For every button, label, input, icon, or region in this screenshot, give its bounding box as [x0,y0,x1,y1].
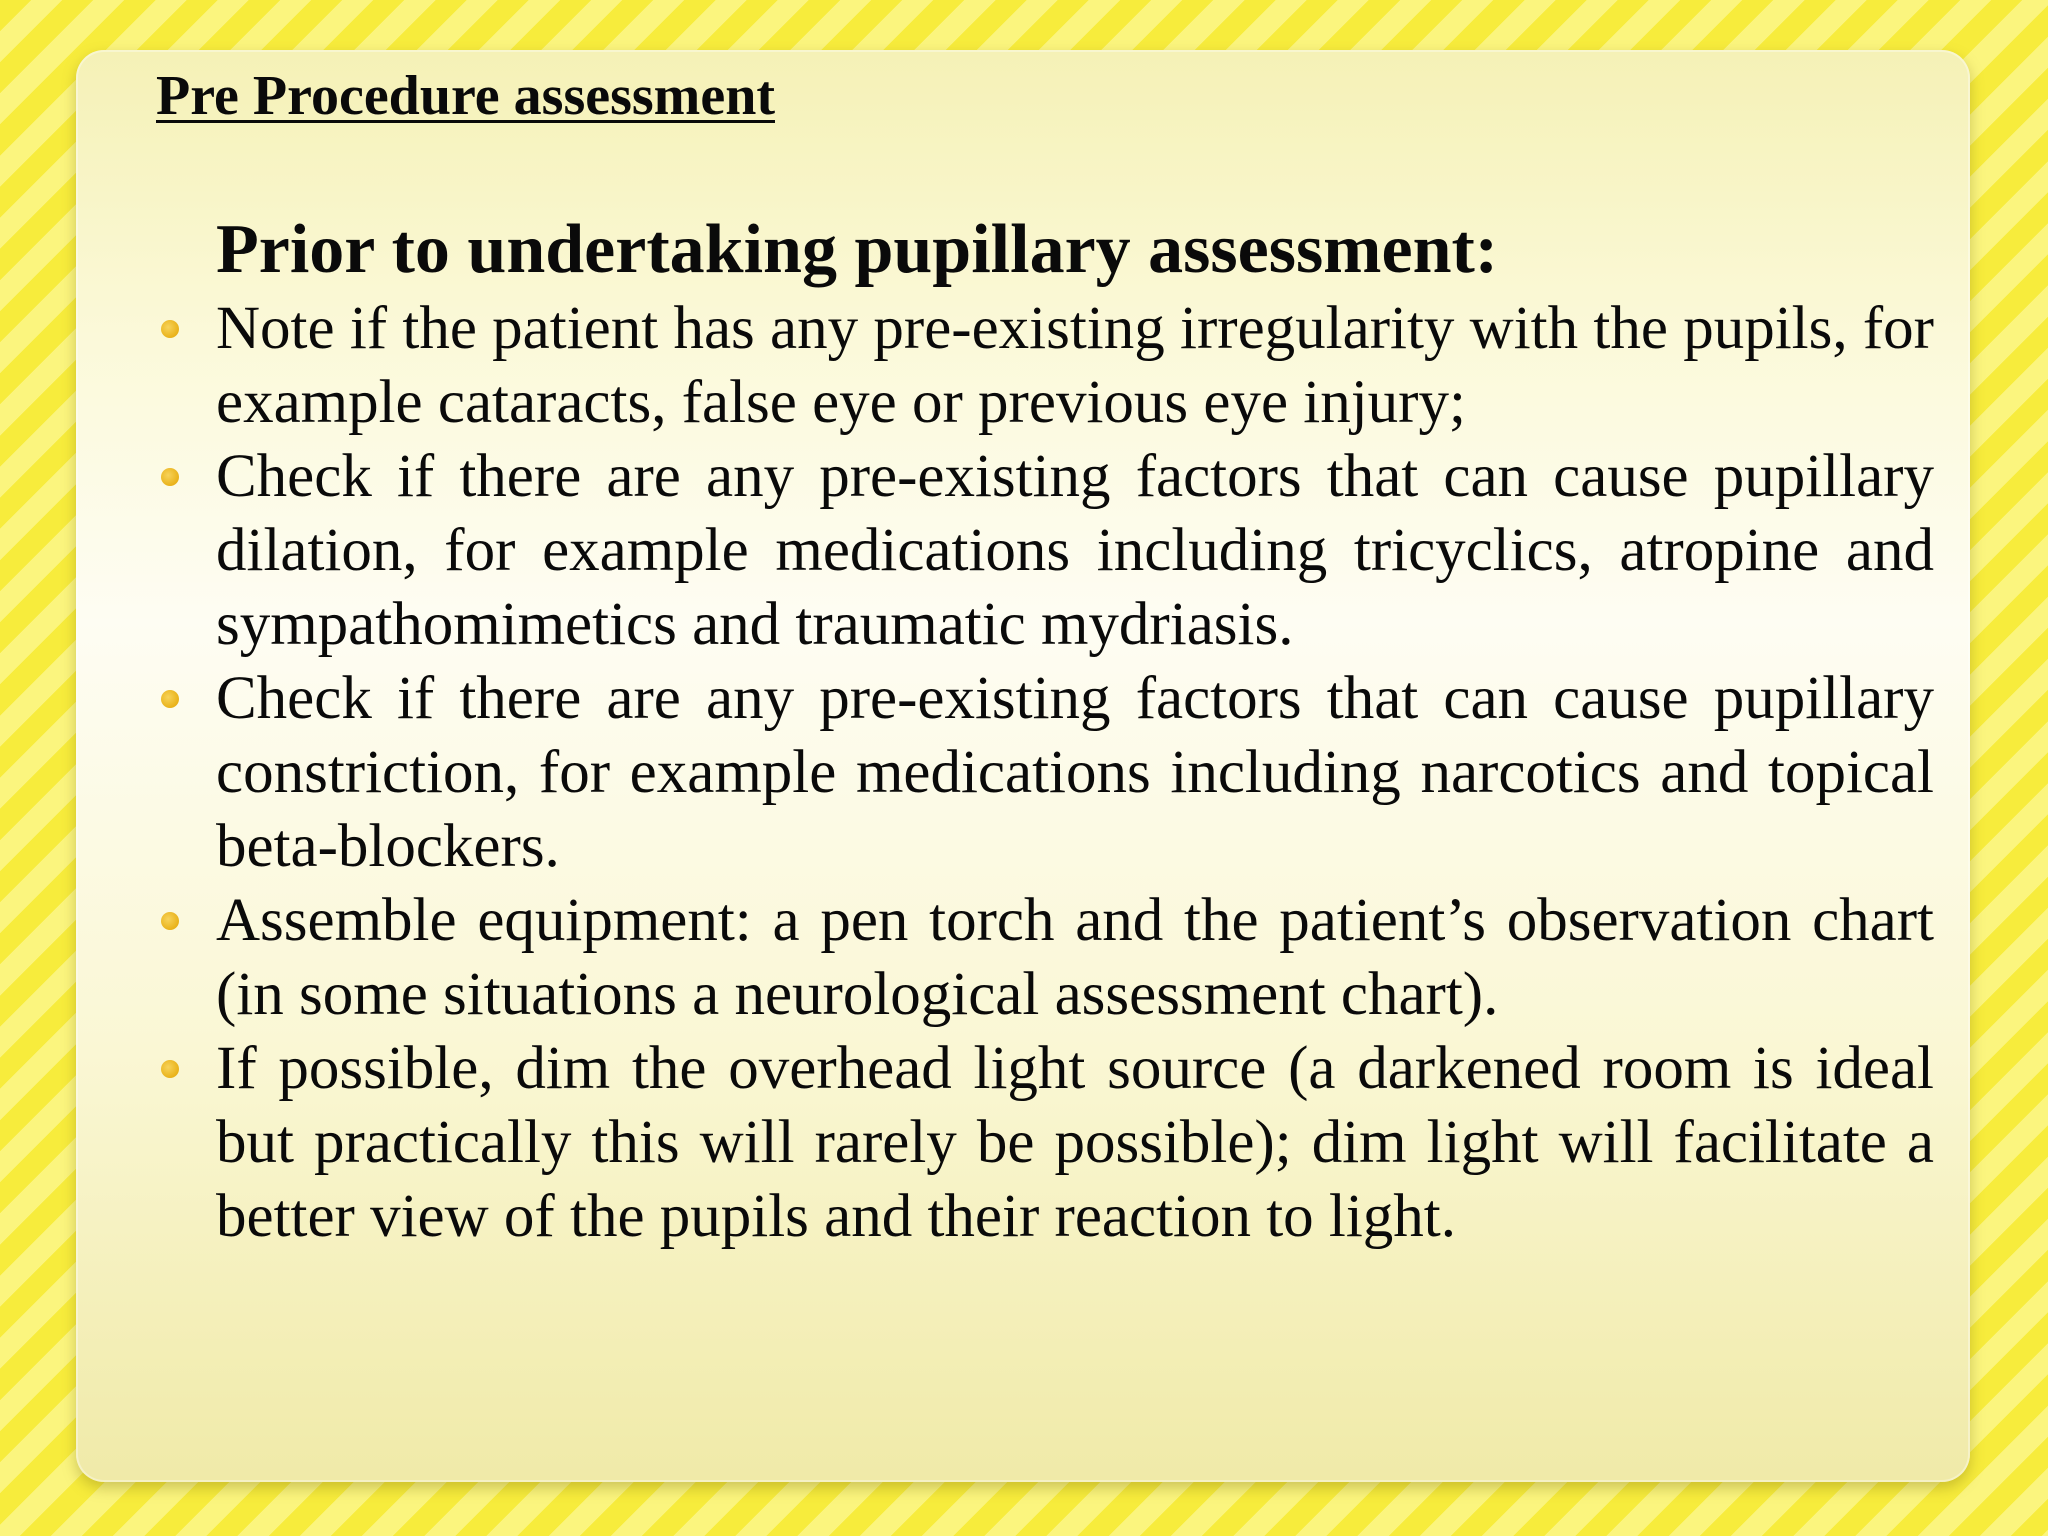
list-item-text: Note if the patient has any pre-existing irregularity with the pupils, for example cataracts, false eye or previous eye injury; [216,295,1934,436]
list-item-text: If possible, dim the overhead light source (a darkened room is ideal but practically this will rarely be possible); dim light will facilitate a better view of the pupils and their reaction to light. [216,1035,1934,1250]
slide-content [156,210,1934,1254]
bullet-dot-icon [161,690,179,708]
list-item [156,662,1934,884]
bullet-dot-icon [161,912,179,930]
list-item-text: Check if there are any pre-existing factors that can cause pupillary dilation, for example medications including tricyclics, atropine and sympathomimetics and traumatic mydriasis. [216,443,1934,658]
list-item-text: Assemble equipment: a pen torch and the patient’s observation chart (in some situations a neurological assessment chart). [216,887,1934,1028]
bullet-list [156,292,1934,1254]
bullet-dot-icon [161,1060,179,1078]
bullet-dot-icon [161,468,179,486]
list-item [156,1032,1934,1254]
list-item [156,440,1934,662]
bullet-dot-icon [161,320,179,338]
page-title: Pre Procedure assessment [156,65,775,127]
list-item [156,884,1934,1032]
list-item-text: Check if there are any pre-existing factors that can cause pupillary constriction, for example medications including narcotics and topical beta-blockers. [216,665,1934,880]
intro-heading: Prior to undertaking pupillary assessment: [216,211,1499,288]
list-item [156,292,1934,440]
